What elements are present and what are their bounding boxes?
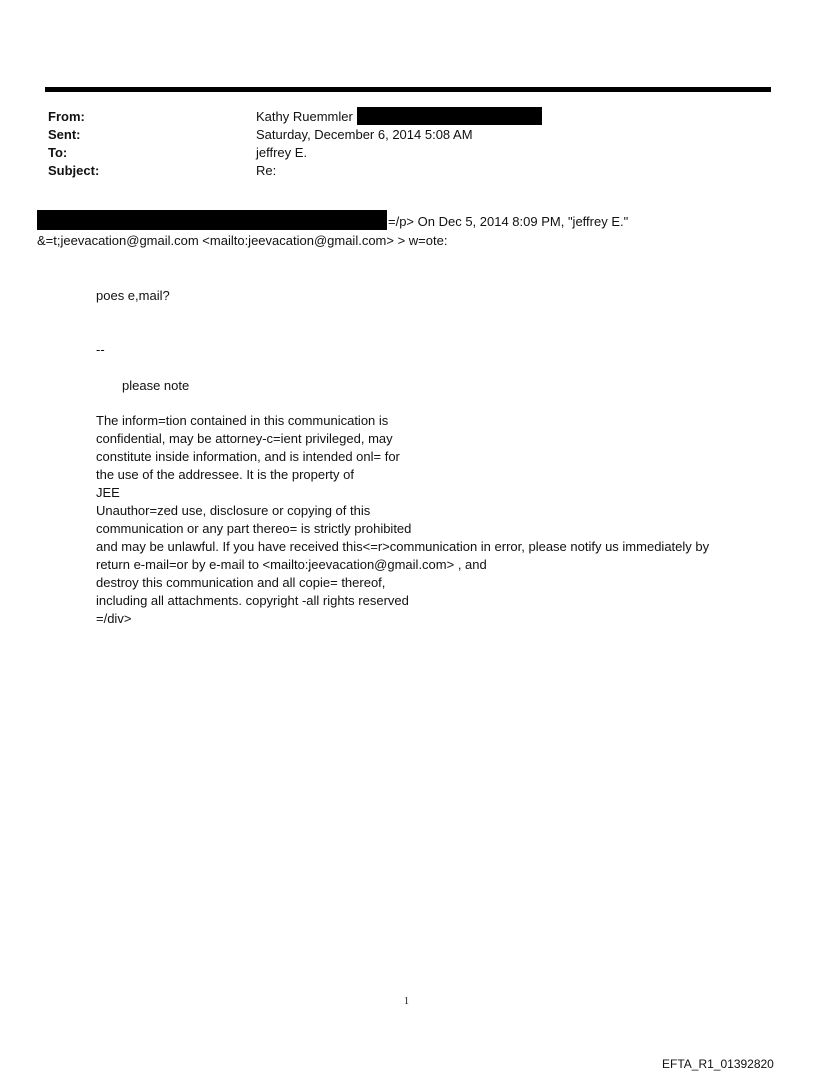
sent-value: Saturday, December 6, 2014 5:08 AM	[256, 127, 473, 142]
disclaimer-line: the use of the addressee. It is the property of	[96, 467, 354, 482]
disclaimer-line: The inform=tion contained in this communication is	[96, 413, 389, 428]
message-text: poes e,mail?	[96, 288, 170, 303]
redaction-quote	[37, 210, 387, 230]
message-separator: --	[96, 342, 105, 357]
disclaimer-line: constitute inside information, and is intended onl= for	[96, 449, 400, 464]
disclaimer-line: JEE	[96, 485, 120, 500]
from-value: Kathy Ruemmler	[256, 109, 353, 124]
to-value: jeffrey E.	[256, 145, 308, 160]
quote-line-2: &=t;jeevacation@gmail.com <mailto:jeevacation@gmail.com> > w=ote:	[37, 233, 448, 248]
disclaimer-line: return e-mail=or by e-mail to <mailto:jeevacation@gmail.com> , and	[96, 557, 487, 572]
to-label: To:	[48, 145, 68, 160]
disclaimer-line: Unauthor=zed use, disclosure or copying of this	[96, 503, 371, 518]
bates-number: EFTA_R1_01392820	[662, 1057, 774, 1071]
disclaimer-line: destroy this communication and all copie= thereof,	[96, 575, 386, 590]
disclaimer-line: including all attachments. copyright -all rights reserved	[96, 593, 409, 608]
disclaimer-line: confidential, may be attorney-c=ient privileged, may	[96, 431, 393, 446]
sent-label: Sent:	[48, 127, 81, 142]
page-number: 1	[404, 996, 409, 1007]
subject-label: Subject:	[48, 163, 100, 178]
disclaimer-line: communication or any part thereo= is strictly prohibited	[96, 521, 412, 536]
quote-line-1: =/p> On Dec 5, 2014 8:09 PM, "jeffrey E."	[388, 214, 629, 229]
please-note: please note	[122, 378, 190, 393]
disclaimer-line: and may be unlawful. If you have received this<=r>communication in error, please notify us immediately by	[96, 539, 710, 554]
header-rule	[45, 87, 771, 92]
from-label: From:	[48, 109, 85, 124]
subject-value: Re:	[256, 163, 277, 178]
disclaimer-block	[96, 412, 709, 628]
redaction-from-email	[357, 107, 542, 125]
disclaimer-line: =/div>	[96, 611, 132, 626]
